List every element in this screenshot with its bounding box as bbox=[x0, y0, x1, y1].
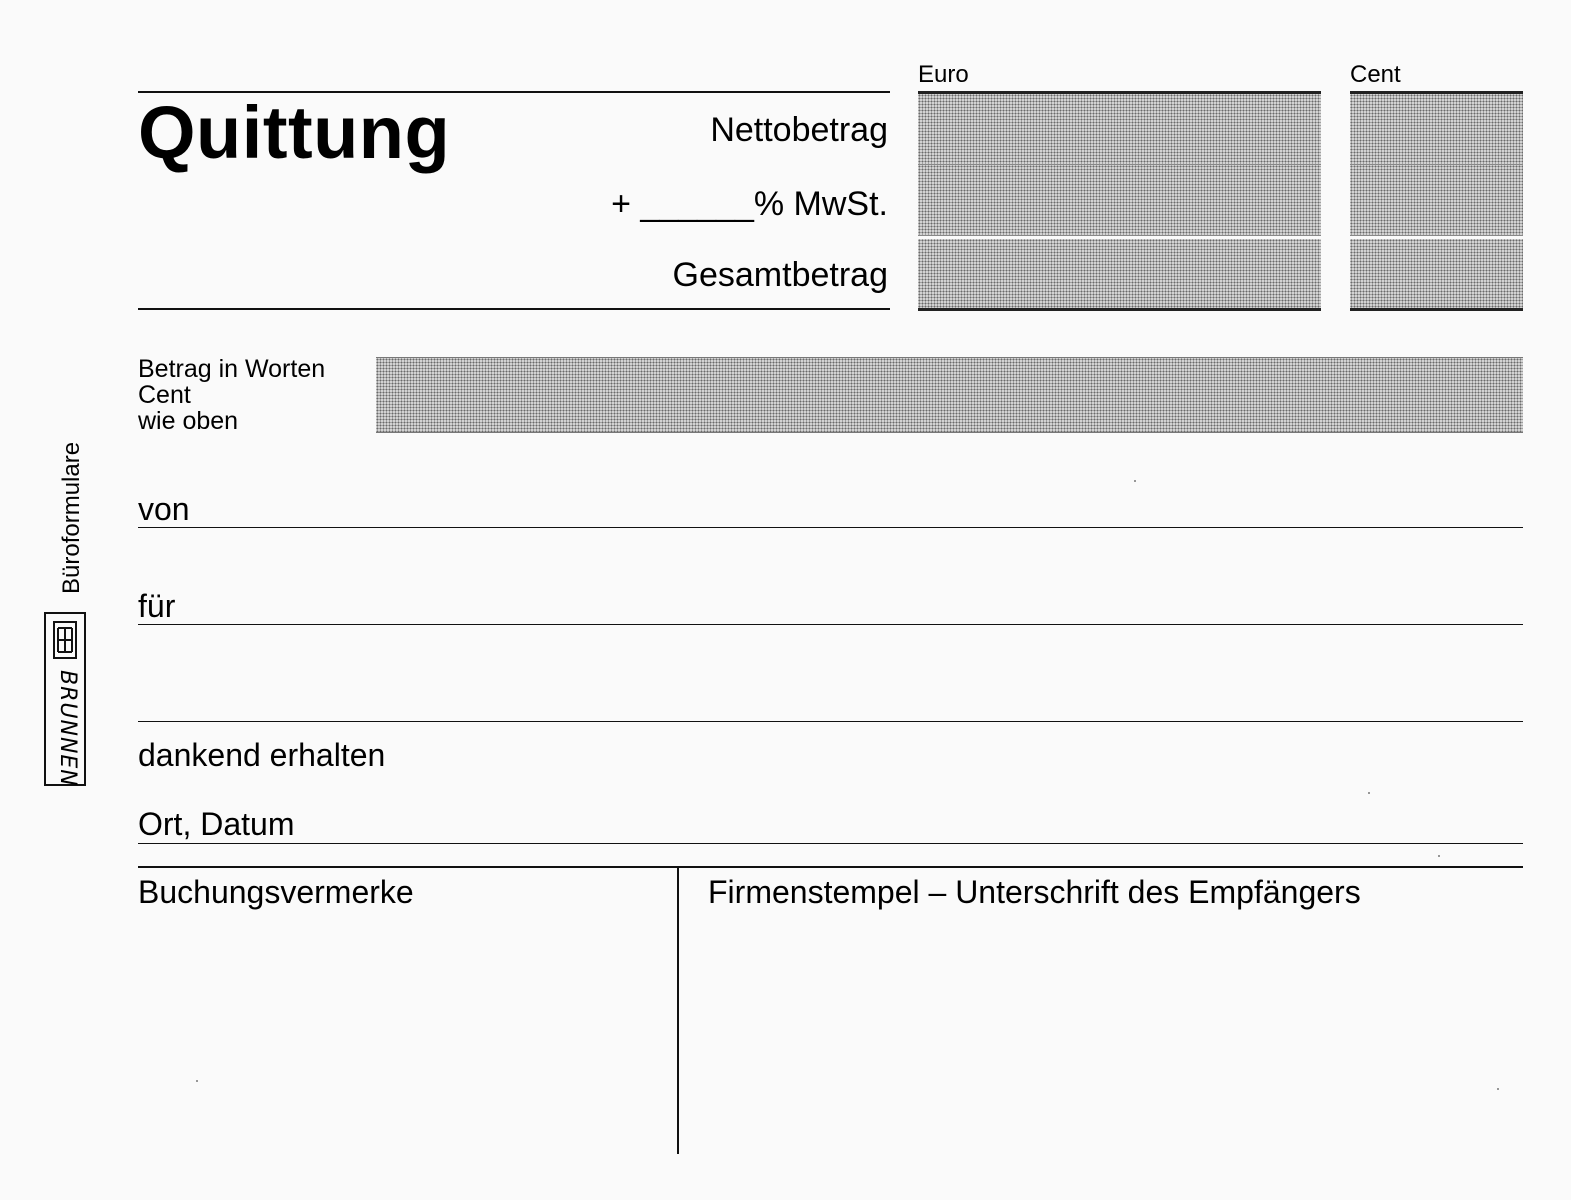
scan-speck bbox=[196, 1080, 198, 1082]
scan-speck bbox=[1134, 480, 1136, 482]
footer-divider bbox=[677, 868, 679, 1154]
received-label: dankend erhalten bbox=[138, 737, 386, 773]
bookings-area[interactable] bbox=[138, 915, 668, 1150]
cent-total-box[interactable] bbox=[1350, 239, 1523, 311]
from-label: von bbox=[138, 491, 190, 527]
vat-rate-blank[interactable]: ______ bbox=[640, 185, 754, 223]
for-line[interactable] bbox=[138, 624, 1523, 625]
words-label-line-3: wie oben bbox=[138, 407, 239, 435]
cent-column-header: Cent bbox=[1350, 61, 1401, 88]
vat-row-label bbox=[611, 187, 888, 221]
for-continuation-line[interactable] bbox=[138, 721, 1523, 722]
cent-vat-box[interactable] bbox=[1350, 165, 1523, 236]
sidebar-label: Büroformulare bbox=[58, 441, 85, 594]
place-date-label: Ort, Datum bbox=[138, 806, 295, 842]
euro-total-box[interactable] bbox=[918, 239, 1321, 311]
brunnen-logo-icon bbox=[52, 620, 78, 660]
words-label-line-1: Betrag in Worten bbox=[138, 355, 326, 383]
euro-column-header: Euro bbox=[918, 61, 969, 88]
words-label bbox=[138, 356, 325, 434]
stamp-signature-area[interactable] bbox=[690, 915, 1520, 1150]
scan-speck bbox=[1497, 1088, 1499, 1090]
from-line[interactable] bbox=[138, 527, 1523, 528]
scan-speck bbox=[1438, 855, 1440, 857]
brand-name: BRUNNEN bbox=[55, 670, 80, 787]
brunnen-logo bbox=[44, 612, 86, 786]
euro-net-box[interactable] bbox=[918, 91, 1321, 165]
footer-top-rule bbox=[138, 866, 1523, 868]
scan-speck bbox=[1368, 792, 1370, 794]
place-date-line[interactable] bbox=[138, 843, 1523, 844]
cent-net-box[interactable] bbox=[1350, 91, 1523, 165]
words-label-line-2: Cent bbox=[138, 381, 191, 409]
amount-in-words-box[interactable] bbox=[376, 357, 1523, 433]
bookings-label: Buchungsvermerke bbox=[138, 874, 414, 910]
total-amount-label: Gesamtbetrag bbox=[672, 256, 888, 294]
net-amount-label: Nettobetrag bbox=[710, 111, 888, 149]
title-bottom-rule bbox=[138, 308, 890, 310]
euro-vat-box[interactable] bbox=[918, 165, 1321, 236]
for-label: für bbox=[138, 588, 176, 624]
vat-prefix: + bbox=[611, 185, 631, 223]
page-title: Quittung bbox=[138, 91, 451, 174]
stamp-signature-label: Firmenstempel – Unterschrift des Empfängers bbox=[708, 874, 1361, 910]
vat-suffix: % MwSt. bbox=[753, 185, 888, 223]
